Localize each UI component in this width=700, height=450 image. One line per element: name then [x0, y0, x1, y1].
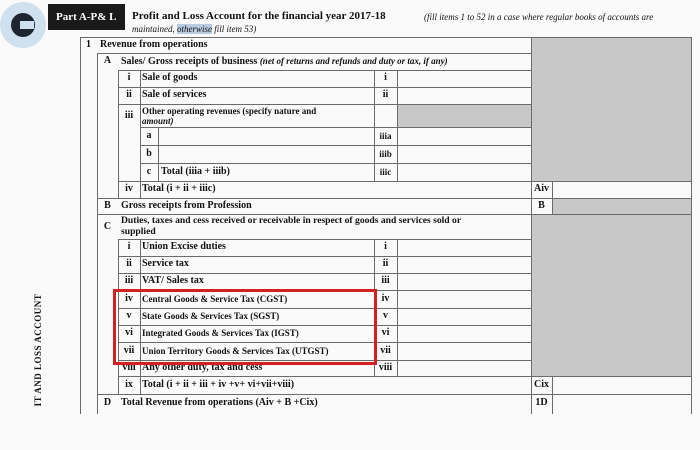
part-label: Part A-P& L	[56, 11, 117, 23]
document-page: Part A-P& L Profit and Loss Account for the financial year 2017-18 (fill items 1 to 52 in a case where regular books of accounts are maintained, otherwise fill item 53) IT AND LOSS ACCOUNT 1 Revenue from operations A Sales/ Gross receipts of business (net of returns and refunds and duty or tax, if any) i Sale of goods i ii Sale of services ii iii Other operating revenues (specify nature and amount) a iiia b iiib c Total (iiia + iiib) iiic iv Total (i + ii + iiic) Aiv B Gross receipts from Profession B C Duties, taxes and cess received or receivable in respect of goods and services sold or supplied i Union Excise duties i ii Service tax ii iii VAT/ Sales tax iii iv Central Goods & Service Tax (CGST) iv v State Goods & Services Tax (SGST) v vi Integrated Goods & Services Tax (IGST) vi vii Union Territory Goods & Services Tax (UTGST) vii viii Any other duty, tax and cess viii ix Total (i + ii + iii + iv +v+ vi+vii+viii) Cix D Total Revenue from operations (Aiv + B +Cix) 1D	[0, 0, 700, 414]
part-label-badge	[48, 4, 125, 30]
amount-field-aiv[interactable]	[553, 182, 690, 197]
shaded-column-c	[531, 214, 691, 376]
shaded-cell-b	[552, 198, 691, 214]
cgst-label: Central Goods & Service Tax (CGST)	[142, 294, 288, 304]
total-revenue-label: Total Revenue from operations (Aiv + B +Cix)	[121, 397, 318, 408]
revenue-label: Revenue from operations	[100, 39, 208, 50]
other-revenues-label: Other operating revenues (specify nature and	[142, 106, 317, 116]
amount-field-cix[interactable]	[553, 377, 690, 393]
page-title: Profit and Loss Account for the financial year 2017-18	[132, 10, 386, 22]
sgst-label: State Goods & Services Tax (SGST)	[142, 311, 280, 321]
gross-receipts-profession-label: Gross receipts from Profession	[121, 200, 252, 211]
sale-of-services-label: Sale of services	[142, 89, 207, 100]
utgst-label: Union Territory Goods & Services Tax (UTGST)	[142, 346, 329, 356]
duties-taxes-label: Duties, taxes and cess received or receivable in respect of goods and services sold or	[121, 215, 462, 226]
shaded-column	[531, 37, 691, 181]
highlighted-word: otherwise	[177, 24, 212, 34]
amount-field-1d[interactable]	[553, 395, 690, 414]
row-number: 1	[86, 39, 91, 50]
shaded-amount-area	[397, 104, 531, 127]
logo-icon	[0, 2, 46, 48]
title-note-line1: (fill items 1 to 52 in a case where regular books of accounts are	[424, 12, 654, 22]
title-note-line2: maintained, otherwise fill item 53)	[132, 24, 257, 34]
igst-label: Integrated Goods & Services Tax (IGST)	[142, 328, 299, 338]
sale-of-goods-label: Sale of goods	[142, 72, 198, 83]
side-label: IT AND LOSS ACCOUNT	[33, 293, 43, 407]
gst-highlight-box	[113, 289, 377, 365]
sales-label: Sales/ Gross receipts of business (net of returns and refunds and duty or tax, if any)	[121, 56, 448, 67]
